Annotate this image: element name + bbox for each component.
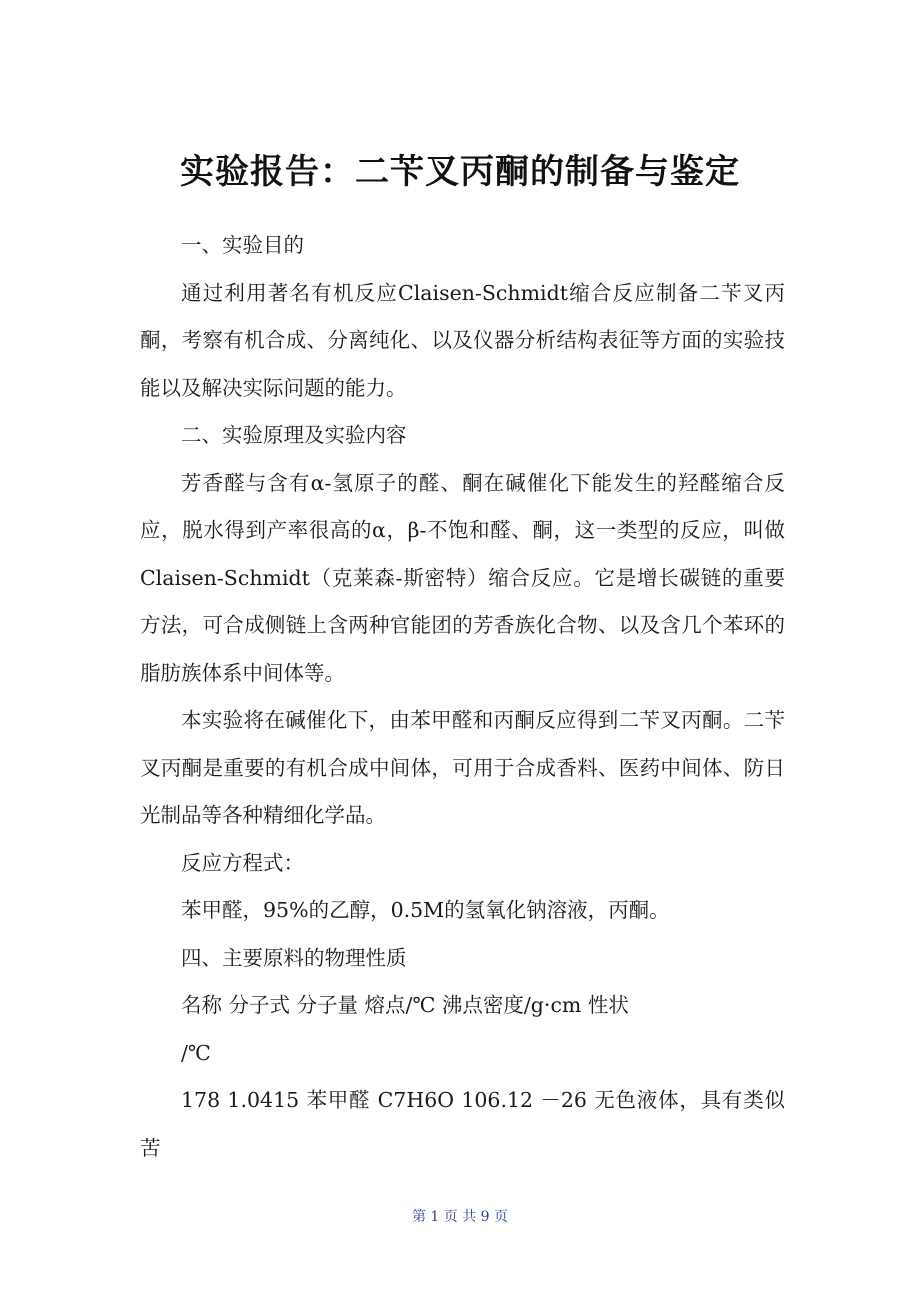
section-heading-purpose: 一、实验目的 bbox=[181, 233, 304, 257]
document-body bbox=[140, 222, 785, 1172]
properties-row-benzaldehyde: 178 1.0415 苯甲醛 C7H6O 106.12 －26 无色液体，具有类似苦 bbox=[140, 1088, 785, 1160]
section-heading-properties: 四、主要原料的物理性质 bbox=[181, 945, 407, 970]
properties-header-unit: /℃ bbox=[181, 1040, 211, 1065]
document-title: 实验报告：二苄叉丙酮的制备与鉴定 bbox=[180, 152, 740, 192]
paragraph-principle: 芳香醛与含有α-氢原子的醛、酮在碱催化下能发生的羟醛缩合反应，脱水得到产率很高的α，β-不饱和醛、酮，这一类型的反应，叫做Claisen-Schmidt（克莱森-斯密特）缩合反应。它是增长碳链的重要方法，可合成侧链上含两种官能团的芳香族化合物、以及含几个苯环的脂肪族体系中间体等。 bbox=[140, 470, 785, 685]
section-heading-principle: 二、实验原理及实验内容 bbox=[181, 423, 407, 447]
page-footer: 第 1 页 共 9 页 bbox=[411, 1209, 509, 1225]
reagents-line: 苯甲醛，95%的乙醇，0.5M的氢氧化钠溶液，丙酮。 bbox=[181, 898, 670, 922]
properties-header-line: 名称 分子式 分子量 熔点/℃ 沸点密度/g·cm 性状 bbox=[181, 993, 629, 1017]
paragraph-experiment: 本实验将在碱催化下，由苯甲醛和丙酮反应得到二苄叉丙酮。二苄叉丙酮是重要的有机合成中间体，可用于合成香料、医药中间体、防日光制品等各种精细化学品。 bbox=[140, 708, 785, 827]
paragraph-purpose: 通过利用著名有机反应Claisen-Schmidt缩合反应制备二苄叉丙酮，考察有机合成、分离纯化、以及仪器分析结构表征等方面的实验技能以及解决实际问题的能力。 bbox=[140, 280, 785, 400]
reaction-equation-label: 反应方程式： bbox=[181, 850, 304, 875]
